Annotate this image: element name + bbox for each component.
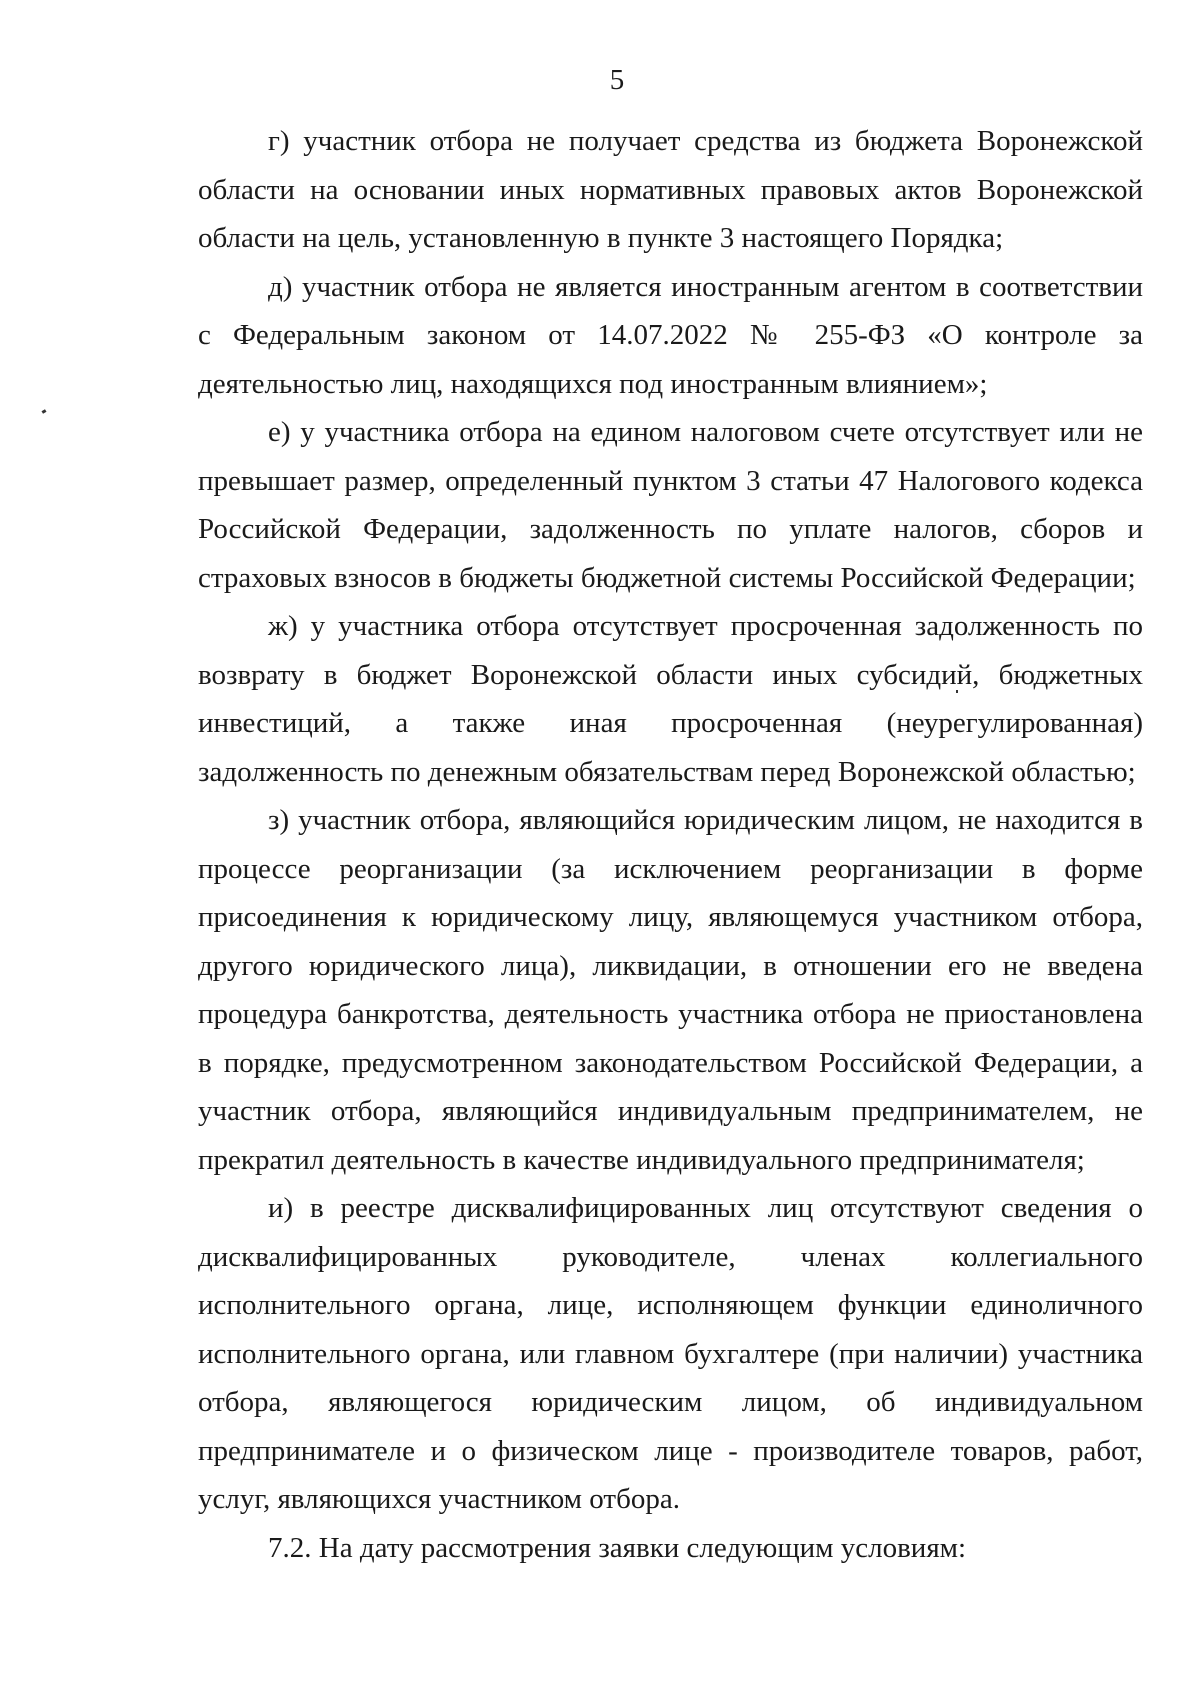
paragraph-7-2: 7.2. На дату рассмотрения заявки следующим условиям: xyxy=(268,1531,967,1564)
paragraph-zh: ж) у участника отбора отсутствует просроченная задолженность по возврату в бюджет Воронежской области иных субсидий, бюджетных инвестиций, а также иная просроченная (неурегулированная) задолженность по денежным обязательствам перед Воронежской областью; xyxy=(198,610,1143,788)
document-body xyxy=(198,117,1143,1572)
paragraph-i: и) в реестре дисквалифицированных лиц отсутствуют сведения о дисквалифицированных руководителе, членах коллегиального исполнительного органа, лице, исполняющем функции единоличного исполнительного органа, или главном бухгалтере (при наличии) участника отбора, являющегося юридическим лицом, об индивидуальном предпринимателе и о физическом лице - производителе товаров, работ, услуг, являющихся участником отбора. xyxy=(198,1192,1143,1515)
paragraph-g: г) участник отбора не получает средства из бюджета Воронежской области на основании иных нормативных правовых актов Воронежской области на цель, установленную в пункте 3 настоящего Порядка; xyxy=(198,125,1143,254)
paragraph-e: е) у участника отбора на едином налоговом счете отсутствует или не превышает размер, определенный пунктом 3 статьи 47 Налогового кодекса Российской Федерации, задолженность по уплате налогов, сборов и страховых взносов в бюджеты бюджетной системы Российской Федерации; xyxy=(198,416,1143,594)
paragraph-d: д) участник отбора не является иностранным агентом в соответствии с Федеральным законом от 14.07.2022 № 255-ФЗ «О контроле за деятельностью лиц, находящихся под иностранным влиянием»; xyxy=(198,270,1143,400)
page-number: 5 xyxy=(609,64,625,96)
paragraph-z: з) участник отбора, являющийся юридическим лицом, не находится в процессе реорганизации (за исключением реорганизации в форме присоединения к юридическому лицу, являющемуся участником отбора, другого юридического лица), ликвидации, в отношении его не введена процедура банкротства, деятельность участника отбора не приостановлена в порядке, предусмотренном законодательством Российской Федерации, а участник отбора, являющийся индивидуальным предпринимателем, не прекратил деятельность в качестве индивидуального предпринимателя; xyxy=(198,804,1143,1176)
scan-artifact-mark xyxy=(42,409,47,414)
